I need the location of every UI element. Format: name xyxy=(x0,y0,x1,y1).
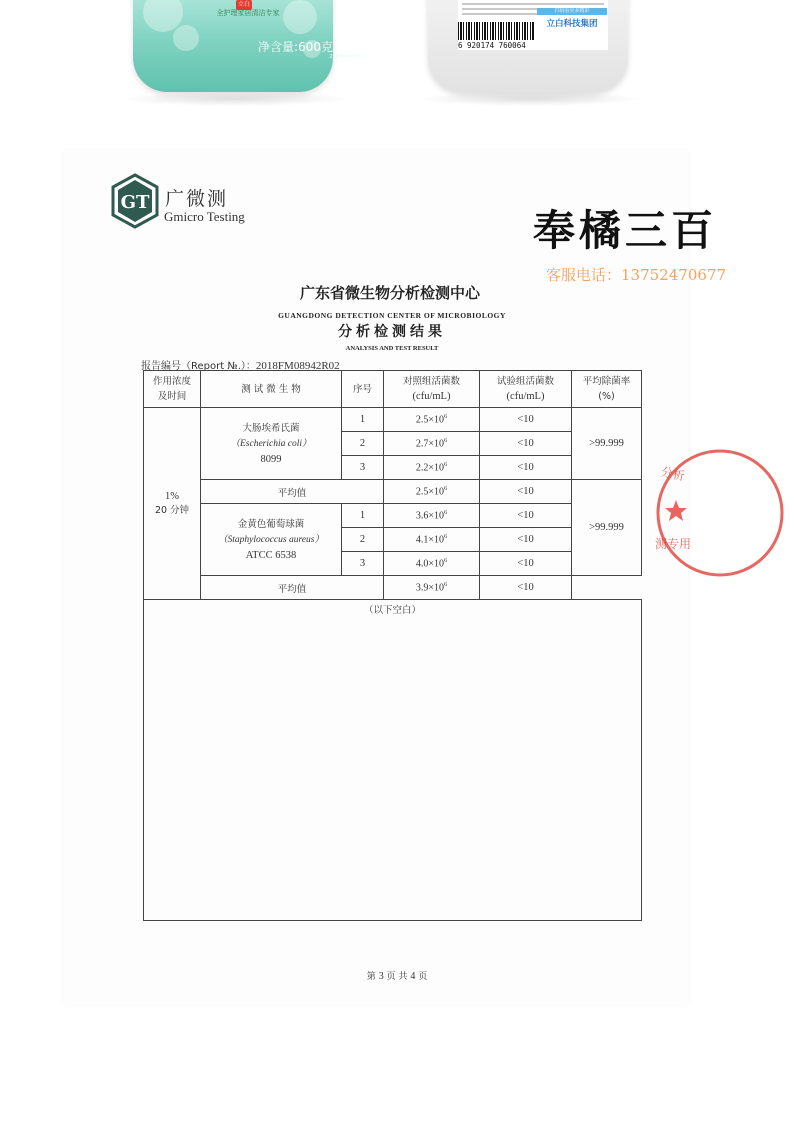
center-title-en: GUANGDONG DETECTION CENTER OF MICROBIOLOGY xyxy=(278,311,506,320)
table-row-average xyxy=(144,480,642,504)
product-bottle-front xyxy=(133,0,361,92)
test-cell: <10 xyxy=(480,408,572,432)
group-brand-text: 立白科技集团 xyxy=(537,17,607,29)
control-cell: $2.2\times 10^6$ xyxy=(384,456,480,480)
section-title-cn: 分析检测结果 xyxy=(338,324,446,340)
svg-text:分析: 分析 xyxy=(659,464,687,484)
center-title-cn: 广东省微生物分析检测中心 xyxy=(299,284,480,302)
average-control-cell: $2.5\times 10^6$ xyxy=(384,480,480,504)
average-test-cell: <10 xyxy=(480,576,572,600)
bottle-shadow xyxy=(418,92,643,106)
table-row-average xyxy=(144,576,642,600)
test-cell: <10 xyxy=(480,528,572,552)
header-concentration: 作用浓度及时间 xyxy=(144,371,201,408)
logo-letters: GT xyxy=(120,192,150,213)
blank-note-cell: （以下空白） xyxy=(144,600,642,921)
section-title-en: ANALYSIS AND TEST RESULT xyxy=(345,345,439,352)
brand-logo-mini: 立白 xyxy=(237,1,250,8)
header-control: 对照组活菌数 (cfu/mL) xyxy=(384,371,480,408)
header-seq: 序号 xyxy=(342,371,384,408)
rate-cell: >99.999 xyxy=(572,480,642,576)
header-rate: 平均除菌率 (%) xyxy=(572,371,642,408)
product-bottle-back xyxy=(428,0,628,92)
report-number-value: 2018FM08942R02 xyxy=(255,360,340,372)
seq-cell: 1 xyxy=(342,408,384,432)
header-test: 试验组活菌数 (cfu/mL) xyxy=(480,371,572,408)
organism-cell: 金黄色葡萄球菌 （Staphylococcus aureus） ATCC 6538 xyxy=(201,504,342,576)
gmicro-logo-icon xyxy=(110,173,160,229)
shop-watermark: 奉橘三百 xyxy=(533,206,718,255)
barcode-number: 6 920174 760064 xyxy=(458,41,526,50)
test-cell: <10 xyxy=(480,456,572,480)
control-cell: $2.5\times 10^6$ xyxy=(384,408,480,432)
average-label: 平均值 xyxy=(201,480,384,504)
header-organism: 测 试 微 生 物 xyxy=(201,371,342,408)
product-strip xyxy=(0,0,750,110)
lab-name-cn: 广微测 xyxy=(165,188,229,210)
results-table xyxy=(143,370,642,921)
rate-cell: >99.999 xyxy=(572,408,642,480)
average-label: 平均值 xyxy=(201,576,384,600)
test-cell: <10 xyxy=(480,552,572,576)
control-cell: $4.1\times 10^6$ xyxy=(384,528,480,552)
bottle-code: 2539000030 xyxy=(329,54,361,60)
table-header-row xyxy=(144,371,642,408)
net-content: 净含量:600克 xyxy=(258,40,333,54)
service-phone: 13752470677 xyxy=(621,266,726,284)
seq-cell: 1 xyxy=(342,504,384,528)
qr-hint: 扫码看更多精彩 xyxy=(537,8,607,15)
red-seal-stamp xyxy=(652,448,692,578)
svg-text:测专用: 测专用 xyxy=(655,537,692,551)
bottle-tagline: 全护理家居清洁专家 xyxy=(216,9,280,17)
service-label: 客服电话： xyxy=(546,266,622,284)
lab-name-en: Gmicro Testing xyxy=(164,209,245,224)
concentration-cell: 1% 20 分钟 xyxy=(144,408,201,600)
table-blank-row xyxy=(144,600,642,921)
report-number-label: 报告编号（Report №.）： xyxy=(141,361,256,372)
seq-cell: 3 xyxy=(342,552,384,576)
average-control-cell: $3.9\times 10^6$ xyxy=(384,576,480,600)
table-row xyxy=(144,408,642,432)
seq-cell: 2 xyxy=(342,528,384,552)
seq-cell: 3 xyxy=(342,456,384,480)
test-cell: <10 xyxy=(480,432,572,456)
seq-cell: 2 xyxy=(342,432,384,456)
page-footer: 第 3 页 共 4 页 xyxy=(366,971,428,982)
table-row xyxy=(144,504,642,528)
average-test-cell: <10 xyxy=(480,480,572,504)
control-cell: $3.6\times 10^6$ xyxy=(384,504,480,528)
barcode-icon xyxy=(458,22,534,40)
control-cell: $2.7\times 10^6$ xyxy=(384,432,480,456)
bottle-shadow xyxy=(120,92,350,106)
organism-cell: 大肠埃希氏菌 （Escherichia coli） 8099 xyxy=(201,408,342,480)
control-cell: $4.0\times 10^6$ xyxy=(384,552,480,576)
test-cell: <10 xyxy=(480,504,572,528)
